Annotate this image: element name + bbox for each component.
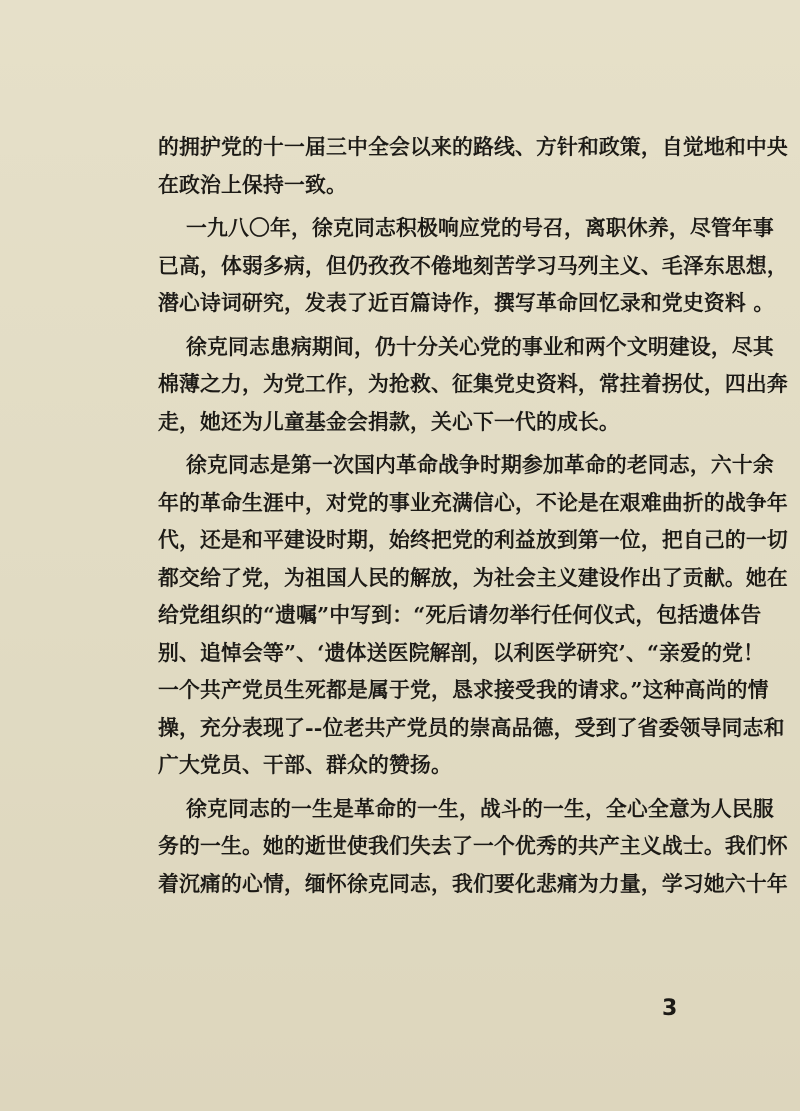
page-number: 3	[662, 996, 678, 1021]
text-line: 别、追悼会等”、‘遗体送医院解剖，以利医学研究’、“亲爱的党！	[158, 639, 765, 665]
text-line: 在政治上保持一致。	[158, 171, 347, 197]
text-line: 务的一生。她的逝世使我们失去了一个优秀的共产主义战士。我们怀	[158, 833, 788, 858]
text-line: 年的革命生涯中，对党的事业充满信心，不论是在艰难曲折的战争年	[158, 489, 788, 515]
text-line: 走，她还为儿童基金会捐款，关心下一代的成长。	[158, 408, 620, 434]
paragraph	[158, 128, 788, 203]
paragraph	[158, 790, 788, 903]
paragraph	[158, 328, 788, 441]
paragraph	[158, 446, 788, 784]
text-line: 徐克同志是第一次国内革命战争时期参加革命的老同志，六十余	[186, 452, 774, 477]
text-line: 都交给了党，为祖国人民的解放，为社会主义建设作出了贡献。她在	[158, 564, 788, 590]
text-line: 潜心诗词研究，发表了近百篇诗作，撰写革命回忆录和党史资料 。	[158, 290, 775, 315]
text-line: 给党组织的“遗嘱”中写到：“死后请勿举行任何仪式，包括遗体告	[158, 602, 762, 627]
text-line: 已高，体弱多病，但仍孜孜不倦地刻苦学习马列主义、毛泽东思想，	[158, 252, 788, 278]
text-line: 广大党员、干部、群众的赞扬。	[158, 752, 452, 777]
paragraph	[158, 209, 788, 322]
text-line: 的拥护党的十一届三中全会以来的路线、方针和政策，自觉地和中央	[158, 134, 788, 159]
text-line: 着沉痛的心情，缅怀徐克同志，我们要化悲痛为力量，学习她六十年	[158, 870, 788, 896]
text-line: 一九八〇年，徐克同志积极响应党的号召，离职休养，尽管年事	[186, 215, 774, 240]
text-line: 徐克同志患病期间，仍十分关心党的事业和两个文明建设，尽其	[186, 333, 774, 359]
text-line: 棉薄之力，为党工作，为抢救、征集党史资料，常拄着拐仗，四出奔	[158, 371, 788, 396]
body-text	[158, 128, 788, 902]
text-line: 一个共产党员生死都是属于党，恳求接受我的请求。”这种高尚的情	[158, 677, 769, 702]
text-line: 徐克同志的一生是革命的一生，战斗的一生，全心全意为人民服	[186, 795, 774, 821]
text-line: 代，还是和平建设时期，始终把党的利益放到第一位，把自己的一切	[158, 527, 788, 552]
text-line: 操，充分表现了--位老共产党员的崇高品德，受到了省委领导同志和	[158, 714, 785, 740]
